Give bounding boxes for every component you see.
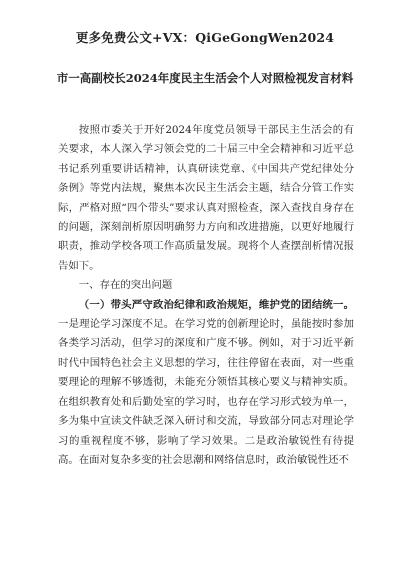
document-body [58, 121, 354, 470]
watermark-text: 更多免费公文+VX：QiGeGongWen2024 [75, 30, 335, 45]
subsection-heading: （一）带头严守政治纪律和政治规矩，维护党的团结统一。 [78, 298, 354, 311]
subsection-paragraph [58, 296, 354, 471]
intro-paragraph: 按照市委关于开好2024年度党员领导干部民主生活会的有关要求，本人深入学习领会党的二十届三中全会精神和习近平总书记系列重要讲话精神，认真研读党章、《中国共产党纪律处分条例》等党内法规，聚焦本次民主生活会主题，结合分管工作实际，严格对照“四个带头”要求认真对照检查，深入查找自身存在的问题，深刻剖析原因明确努力方向和改进措施，以更好地履行职责，推动学校各项工作高质量发展。现将个人查摆剖析情况报告如下。 [58, 124, 354, 272]
section-heading: 一、存在的突出问题 [78, 279, 173, 292]
subsection-body: 一是理论学习深度不足。在学习党的创新理论时，虽能按时参加各类学习活动，但学习的深度和广度不够。例如，对于习近平新时代中国特色社会主义思想的学习，往往停留在表面，对一些重要理论的理解不够透彻，未能充分领悟其核心要义与精神实质。在组织教育处和后勤处室的学习时，也存在学习形式较为单一，多为集中宣读文件缺乏深入研讨和交流，导致部分同志对理论学习的重视程度不够，影响了学习效果。二是政治敏锐性有待提高。在面对复杂多变的社会思潮和网络信息时，政治敏锐性还不 [58, 318, 354, 466]
document-title: 市一高副校长2024年度民主生活会个人对照检视发言材料 [56, 71, 354, 85]
